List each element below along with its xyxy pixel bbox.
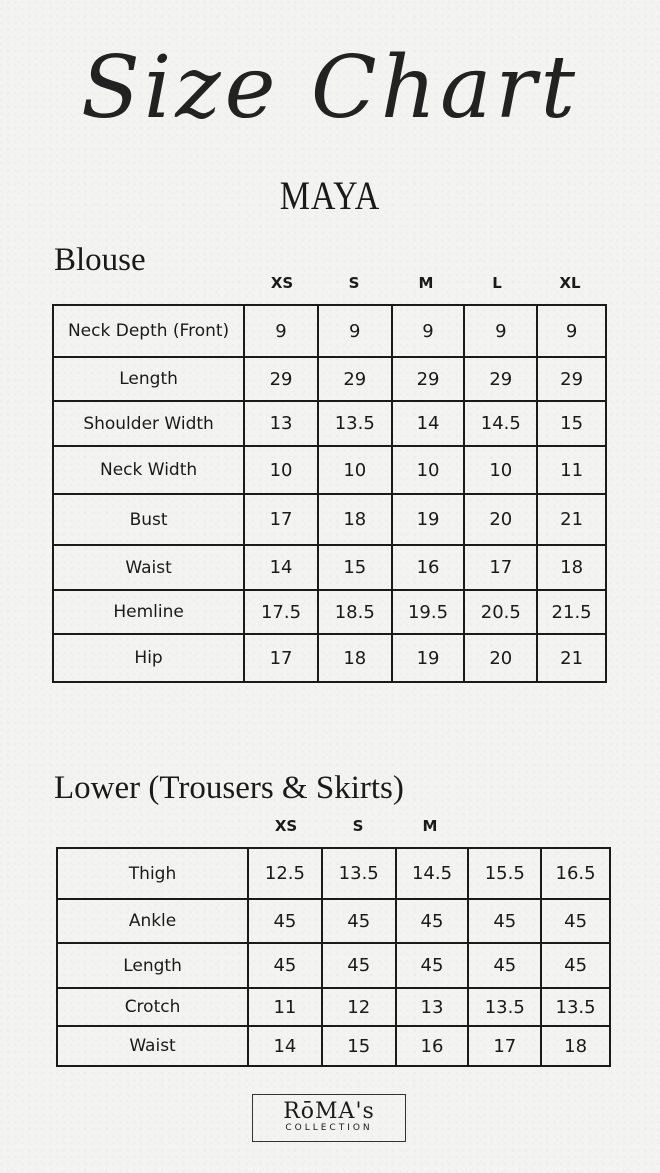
table-cell: 14.5 bbox=[464, 401, 537, 446]
table-cell: 20 bbox=[464, 634, 537, 682]
table-cell: 9 bbox=[318, 305, 392, 357]
logo-subtitle: COLLECTION bbox=[285, 1123, 373, 1133]
lower-size-xs: XS bbox=[274, 817, 298, 835]
table-cell: 11 bbox=[248, 988, 322, 1026]
table-cell: 45 bbox=[541, 943, 610, 988]
table-cell: 15 bbox=[322, 1026, 396, 1066]
table-cell: 13.5 bbox=[318, 401, 392, 446]
row-label: Thigh bbox=[57, 848, 248, 899]
table-cell: 15 bbox=[318, 545, 392, 590]
table-cell: 15 bbox=[537, 401, 606, 446]
blouse-size-xl: XL bbox=[559, 274, 581, 292]
table-row bbox=[53, 494, 606, 545]
table-cell: 14 bbox=[392, 401, 465, 446]
table-cell: 9 bbox=[537, 305, 606, 357]
table-cell: 45 bbox=[541, 899, 610, 943]
table-row bbox=[57, 988, 610, 1026]
table-cell: 29 bbox=[464, 357, 537, 401]
table-row bbox=[53, 634, 606, 682]
table-row bbox=[53, 357, 606, 401]
blouse-size-xs: XS bbox=[270, 274, 294, 292]
table-cell: 13 bbox=[244, 401, 318, 446]
row-label: Crotch bbox=[57, 988, 248, 1026]
table-cell: 45 bbox=[248, 943, 322, 988]
table-cell: 18.5 bbox=[318, 590, 392, 634]
row-label: Hemline bbox=[53, 590, 244, 634]
table-row bbox=[53, 446, 606, 494]
table-cell: 14.5 bbox=[396, 848, 469, 899]
table-cell: 9 bbox=[464, 305, 537, 357]
table-row bbox=[57, 899, 610, 943]
table-cell: 17 bbox=[464, 545, 537, 590]
blouse-size-m: M bbox=[418, 274, 434, 292]
table-cell: 18 bbox=[541, 1026, 610, 1066]
product-name: MAYA bbox=[279, 173, 381, 218]
table-cell: 21.5 bbox=[537, 590, 606, 634]
table-cell: 12.5 bbox=[248, 848, 322, 899]
table-cell: 18 bbox=[537, 545, 606, 590]
blouse-section-title: Blouse bbox=[54, 242, 146, 278]
table-cell: 14 bbox=[244, 545, 318, 590]
table-cell: 12 bbox=[322, 988, 396, 1026]
table-cell: 17 bbox=[244, 494, 318, 545]
table-cell: 13.5 bbox=[322, 848, 396, 899]
row-label: Bust bbox=[53, 494, 244, 545]
row-label: Hip bbox=[53, 634, 244, 682]
row-label: Waist bbox=[53, 545, 244, 590]
table-cell: 45 bbox=[396, 899, 469, 943]
table-row bbox=[53, 401, 606, 446]
table-cell: 29 bbox=[318, 357, 392, 401]
table-cell: 9 bbox=[244, 305, 318, 357]
table-cell: 29 bbox=[392, 357, 465, 401]
lower-size-table bbox=[56, 847, 611, 1067]
table-cell: 17.5 bbox=[244, 590, 318, 634]
table-cell: 20 bbox=[464, 494, 537, 545]
table-cell: 19.5 bbox=[392, 590, 465, 634]
row-label: Length bbox=[57, 943, 248, 988]
table-cell: 16 bbox=[392, 545, 465, 590]
table-cell: 29 bbox=[537, 357, 606, 401]
table-cell: 19 bbox=[392, 494, 465, 545]
table-cell: 13.5 bbox=[541, 988, 610, 1026]
table-cell: 15.5 bbox=[468, 848, 541, 899]
table-cell: 45 bbox=[468, 943, 541, 988]
blouse-size-table bbox=[52, 304, 607, 683]
table-row bbox=[57, 848, 610, 899]
row-label: Ankle bbox=[57, 899, 248, 943]
table-cell: 17 bbox=[244, 634, 318, 682]
table-cell: 19 bbox=[392, 634, 465, 682]
table-cell: 45 bbox=[468, 899, 541, 943]
table-cell: 16.5 bbox=[541, 848, 610, 899]
table-cell: 14 bbox=[248, 1026, 322, 1066]
table-cell: 18 bbox=[318, 494, 392, 545]
table-cell: 13 bbox=[396, 988, 469, 1026]
row-label: Neck Depth (Front) bbox=[53, 305, 244, 357]
table-row bbox=[53, 545, 606, 590]
table-cell: 17 bbox=[468, 1026, 541, 1066]
table-cell: 16 bbox=[396, 1026, 469, 1066]
table-row bbox=[53, 590, 606, 634]
table-cell: 9 bbox=[392, 305, 465, 357]
logo-name: RōMA's bbox=[283, 1099, 375, 1124]
table-cell: 11 bbox=[537, 446, 606, 494]
lower-section-title: Lower (Trousers & Skirts) bbox=[54, 770, 404, 806]
table-cell: 45 bbox=[248, 899, 322, 943]
table-cell: 10 bbox=[244, 446, 318, 494]
table-cell: 45 bbox=[322, 899, 396, 943]
table-row bbox=[57, 1026, 610, 1066]
table-cell: 45 bbox=[322, 943, 396, 988]
lower-size-s: S bbox=[352, 817, 364, 835]
row-label: Neck Width bbox=[53, 446, 244, 494]
brand-logo bbox=[252, 1094, 406, 1142]
table-cell: 20.5 bbox=[464, 590, 537, 634]
blouse-size-s: S bbox=[348, 274, 360, 292]
lower-size-m: M bbox=[422, 817, 438, 835]
row-label: Length bbox=[53, 357, 244, 401]
size-chart-title: Size Chart bbox=[80, 38, 580, 138]
table-cell: 29 bbox=[244, 357, 318, 401]
table-cell: 21 bbox=[537, 634, 606, 682]
table-row bbox=[57, 943, 610, 988]
table-cell: 13.5 bbox=[468, 988, 541, 1026]
table-cell: 21 bbox=[537, 494, 606, 545]
table-cell: 10 bbox=[464, 446, 537, 494]
table-cell: 10 bbox=[318, 446, 392, 494]
table-cell: 10 bbox=[392, 446, 465, 494]
table-row bbox=[53, 305, 606, 357]
row-label: Shoulder Width bbox=[53, 401, 244, 446]
blouse-size-l: L bbox=[492, 274, 502, 292]
table-cell: 18 bbox=[318, 634, 392, 682]
row-label: Waist bbox=[57, 1026, 248, 1066]
table-cell: 45 bbox=[396, 943, 469, 988]
